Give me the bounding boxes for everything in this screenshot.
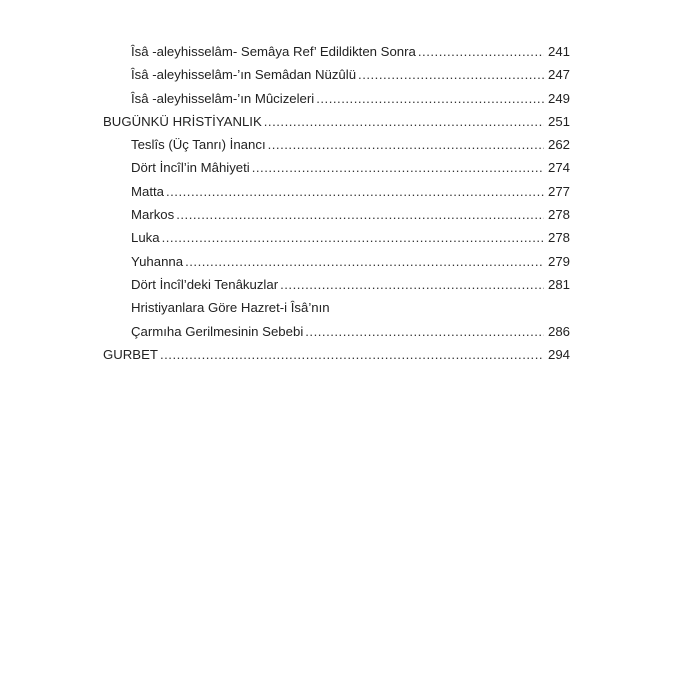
toc-entry-title: Matta bbox=[131, 183, 164, 199]
toc-dot-leader bbox=[264, 110, 544, 133]
toc-entry-page: 281 bbox=[547, 276, 570, 292]
toc-entry-title: GURBET bbox=[103, 346, 158, 362]
toc-entry-title: Hristiyanlara Göre Hazret-i Îsâ’nın bbox=[131, 300, 330, 316]
toc-entry[interactable] bbox=[103, 63, 570, 86]
toc-dot-leader bbox=[418, 40, 544, 63]
toc-entry[interactable] bbox=[103, 203, 570, 226]
toc-entry-page: 294 bbox=[547, 346, 570, 362]
toc-entry-title: Yuhanna bbox=[131, 253, 184, 269]
toc-entry-title: Îsâ -aleyhisselâm-’ın Semâdan Nüzûlü bbox=[131, 67, 357, 83]
toc-dot-leader bbox=[252, 156, 544, 179]
toc-entry-title: Dört İncîl’deki Tenâkuzlar bbox=[131, 276, 279, 292]
toc-entry-title: Îsâ -aleyhisselâm- Semâya Ref’ Edildikten Sonra bbox=[131, 44, 416, 59]
toc-entry-title-continued[interactable] bbox=[103, 296, 570, 319]
toc-entry-title: Luka bbox=[131, 230, 160, 246]
toc-entry[interactable] bbox=[103, 180, 570, 203]
toc-entry[interactable] bbox=[103, 156, 570, 179]
toc-entry[interactable] bbox=[103, 133, 570, 156]
toc-dot-leader bbox=[268, 133, 544, 156]
toc-entry-title: BUGÜNKÜ HRİSTİYANLIK bbox=[103, 113, 262, 129]
toc-entry-page: 247 bbox=[547, 67, 570, 83]
toc-entry-page: 278 bbox=[547, 207, 570, 223]
toc-dot-leader bbox=[280, 273, 544, 296]
toc-entry-page: 262 bbox=[547, 137, 570, 153]
toc-entry[interactable] bbox=[103, 320, 570, 343]
toc-entry-page: 286 bbox=[547, 323, 570, 339]
toc-dot-leader bbox=[176, 203, 544, 226]
toc-entry[interactable] bbox=[103, 40, 570, 63]
toc-entry-title: Teslîs (Üç Tanrı) İnancı bbox=[131, 137, 266, 153]
toc-dot-leader bbox=[316, 87, 544, 110]
toc-entry-page: 241 bbox=[547, 44, 570, 59]
toc-dot-leader bbox=[160, 343, 544, 366]
toc-entry-title: Çarmıha Gerilmesinin Sebebi bbox=[131, 323, 304, 339]
toc-entry-page: 251 bbox=[547, 113, 570, 129]
toc-dot-leader bbox=[358, 63, 544, 86]
toc-entry[interactable] bbox=[103, 87, 570, 110]
toc-entry-page: 274 bbox=[547, 160, 570, 176]
toc-dot-leader bbox=[305, 320, 544, 343]
toc-entry-title: Dört İncîl’in Mâhiyeti bbox=[131, 160, 250, 176]
toc-section-heading[interactable] bbox=[103, 110, 570, 133]
toc-dot-leader bbox=[162, 226, 544, 249]
toc-dot-leader bbox=[185, 250, 544, 273]
toc-entry-page: 249 bbox=[547, 90, 570, 106]
toc-entry-page: 279 bbox=[547, 253, 570, 269]
toc-entry[interactable] bbox=[103, 250, 570, 273]
toc-entry[interactable] bbox=[103, 273, 570, 296]
toc-entry-title: Markos bbox=[131, 207, 175, 223]
toc-entry-title: Îsâ -aleyhisselâm-’ın Mûcizeleri bbox=[131, 90, 315, 106]
table-of-contents bbox=[103, 40, 570, 366]
toc-entry-page: 277 bbox=[547, 183, 570, 199]
toc-entry[interactable] bbox=[103, 226, 570, 249]
toc-section-heading[interactable] bbox=[103, 343, 570, 366]
toc-entry-page: 278 bbox=[547, 230, 570, 246]
toc-dot-leader bbox=[166, 180, 544, 203]
